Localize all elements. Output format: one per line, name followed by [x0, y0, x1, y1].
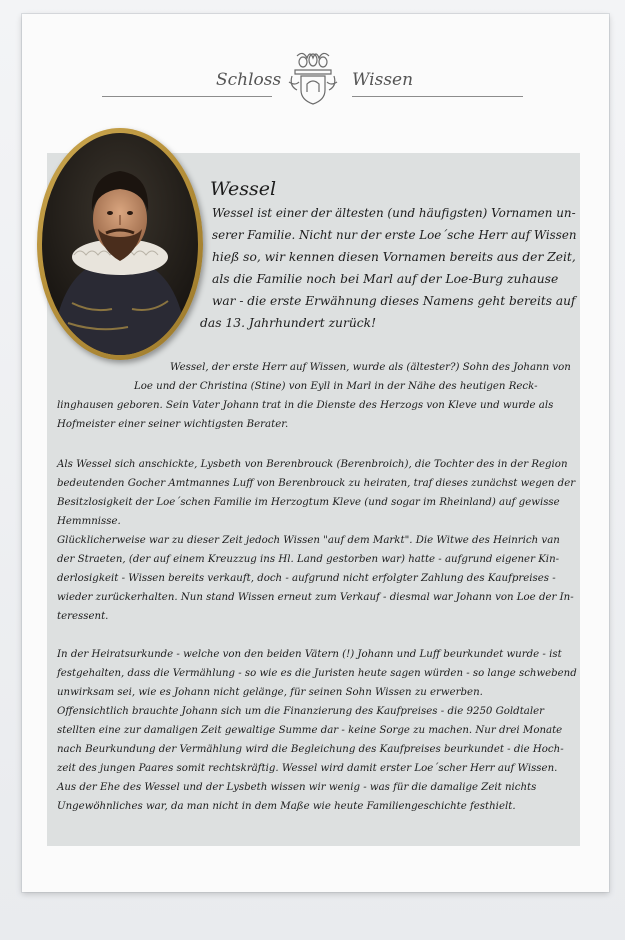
paragraph2-line: Glücklicherweise war zu dieser Zeit jedoch Wissen "auf dem Markt". Die Witwe des Heinrich van	[57, 535, 560, 546]
portrait-of-wessel-icon	[42, 133, 198, 355]
paragraph3-line: Aus der Ehe des Wessel und der Lysbeth wissen wir wenig - was für die damalige Zeit nichts	[57, 782, 537, 793]
paragraph3-line: nach Beurkundung der Vermählung wird die Begleichung des Kaufpreises beurkundet - die Hoch-	[57, 744, 564, 755]
paragraph2-line: wieder zurückerhalten. Nun stand Wissen erneut zum Verkauf - diesmal war Johann von Loe der In-	[57, 592, 574, 603]
paragraph1-line: Hofmeister einer seiner wichtigsten Berater.	[57, 419, 289, 430]
portrait-painting	[42, 133, 198, 355]
header-rule-left	[102, 96, 272, 97]
paragraph2-line: Hemmnisse.	[57, 516, 121, 527]
header-left-word: Schloss	[216, 70, 282, 90]
paragraph2-line: Als Wessel sich anschickte, Lysbeth von Berenbrouck (Berenbroich), die Tochter des in der Region	[57, 459, 568, 470]
page-title: Wessel	[210, 178, 277, 200]
paragraph3-line: In der Heiratsurkunde - welche von den beiden Vätern (!) Johann und Luff beurkundet wurde - ist	[57, 649, 562, 660]
paragraph3-line: Offensichtlich brauchte Johann sich um die Finanzierung des Kaufpreises - die 9250 Goldtaler	[57, 706, 545, 717]
header-right-word: Wissen	[352, 70, 414, 90]
paragraph2-line: Besitzlosigkeit der Loe´schen Familie im Herzogtum Kleve (und sogar im Rheinland) auf gewisse	[57, 497, 560, 508]
intro-line: hieß so, wir kennen diesen Vornamen bereits aus der Zeit,	[212, 250, 576, 264]
header-rule-right	[352, 96, 523, 97]
paragraph1-line: Wessel, der erste Herr auf Wissen, wurde als (ältester?) Sohn des Johann von	[170, 362, 571, 373]
coat-of-arms-crest-icon	[287, 48, 339, 106]
intro-line: Wessel ist einer der ältesten (und häufigsten) Vornamen un-	[212, 206, 576, 220]
intro-line: serer Familie. Nicht nur der erste Loe´sche Herr auf Wissen	[212, 228, 577, 242]
paragraph2-line: der Straeten, (der auf einem Kreuzzug ins Hl. Land gestorben war) hatte - aufgrund eigener Kin-	[57, 554, 560, 565]
intro-line: das 13. Jahrhundert zurück!	[200, 316, 377, 330]
paragraph3-line: stellten eine zur damaligen Zeit gewaltige Summe dar - keine Sorge zu machen. Nur drei Monate	[57, 725, 563, 736]
paragraph1-line: linghausen geboren. Sein Vater Johann trat in die Dienste des Herzogs von Kleve und wurde als	[57, 400, 554, 411]
paragraph3-line: Ungewöhnliches war, da man nicht in dem Maße wie heute Familiengeschichte festhielt.	[57, 801, 516, 812]
paragraph2-line: teressent.	[57, 611, 109, 622]
paragraph3-line: zeit des jungen Paares somit rechtskräftig. Wessel wird damit erster Loe´scher Herr auf Wissen.	[57, 763, 558, 774]
paragraph2-line: bedeutenden Gocher Amtmannes Luff von Berenbrouck zu heiraten, traf dieses zunächst wegen der	[57, 478, 576, 489]
intro-line: als die Familie noch bei Marl auf der Loe-Burg zuhause	[212, 272, 559, 286]
paragraph3-line: unwirksam sei, wie es Johann nicht gelänge, für seinen Sohn Wissen zu erwerben.	[57, 687, 483, 698]
paragraph3-line: festgehalten, dass die Vermählung - so wie es die Juristen heute sagen würden - so lange schwebend	[57, 668, 577, 679]
paragraph1-line: Loe und der Christina (Stine) von Eyll in Marl in der Nähe des heutigen Reck-	[134, 381, 538, 392]
intro-line: war - die erste Erwähnung dieses Namens geht bereits auf	[212, 294, 576, 308]
paragraph2-line: derlosigkeit - Wissen bereits verkauft, doch - aufgrund nicht erfolgter Zahlung des Kaufpreises -	[57, 573, 556, 584]
